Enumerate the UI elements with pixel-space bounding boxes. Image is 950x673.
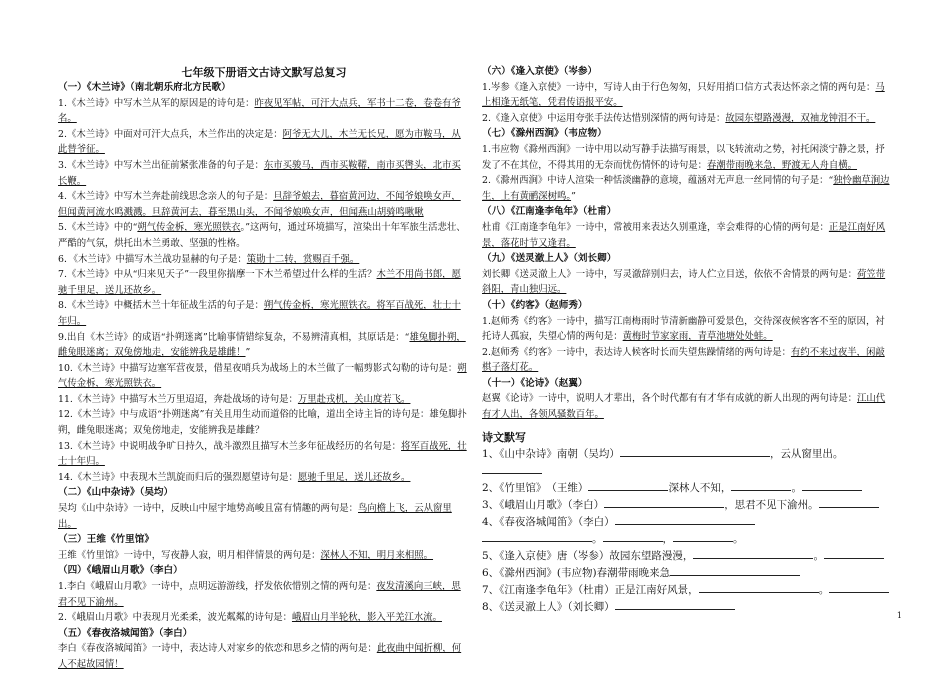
answer-text: 木兰不用尚书郎，愿驰千里足，送儿还故乡。 bbox=[58, 269, 461, 296]
poem-line-text: 《山中杂诗》南朝（吴均） bbox=[499, 447, 620, 460]
question-text: 1.韦应物《滁州西涧》一诗中用以动写静手法描写雨景，以飞转流动之势，衬托闲淡宁静之景，抒发了不在其位，不得其用的无奈而忧伤情怀的诗句是： bbox=[482, 143, 885, 171]
poem-line-text: 。 bbox=[818, 583, 830, 596]
question-text: 12.《木兰诗》中与成语“扑朔迷离”有关且用生动而道俗的比喻，道出全诗主旨的诗句是：雄兔脚扑朔，雌兔眼迷离；双兔傍地走，安能辨我是雄雌？ bbox=[58, 409, 467, 437]
poem-line-text: 《逢入京使》唐（岑参）故园东望路漫漫， bbox=[499, 549, 694, 562]
question-item bbox=[58, 127, 470, 158]
question-item bbox=[58, 439, 470, 470]
question-item bbox=[58, 392, 470, 408]
answer-blank[interactable] bbox=[482, 531, 592, 542]
answer-blank[interactable] bbox=[615, 599, 735, 610]
answer-text: 朔气传金柝，寒光照铁衣。将军百战死，壮士十年归。 bbox=[58, 300, 461, 327]
answer-text: 东市买骏马，西市买鞍鞯，南市买辔头，北市买长鞭。 bbox=[58, 159, 461, 187]
poem-recitation-section bbox=[482, 428, 894, 616]
question-text: 1.岑参《逢入京使》一诗中，写诗人由于行色匆匆，只好用捎口信方式表达怀亲之情的两句是： bbox=[482, 81, 876, 93]
answer-text: 愿驰千里足，送儿还故乡。 bbox=[297, 471, 411, 483]
question-item bbox=[58, 641, 470, 672]
question-item bbox=[58, 267, 470, 298]
question-item bbox=[58, 330, 470, 361]
question-text: 杜甫《江南逢李龟年》一诗中，常被用来表达久别重逢，幸会难得的心情的两句是： bbox=[482, 221, 829, 233]
poem-line bbox=[482, 565, 894, 582]
question-item bbox=[58, 158, 470, 189]
poem-line-text: 。 bbox=[791, 481, 802, 494]
question-text: 2.《木兰诗》中面对可汗大点兵，木兰作出的决定是： bbox=[58, 128, 283, 140]
poem-line-number: 3、 bbox=[482, 498, 500, 511]
poem-line-number: 1、 bbox=[482, 447, 500, 460]
question-text: 王维《竹里馆》一诗中，写夜静人寂，明月相伴情景的两句是： bbox=[58, 549, 321, 561]
question-item bbox=[58, 96, 470, 127]
question-tail: ” bbox=[245, 347, 251, 359]
answer-text: 江山代有才人出，各领风骚数百年。 bbox=[482, 393, 886, 421]
section-heading bbox=[482, 204, 894, 220]
section-heading-text: （九）《送灵澈上人》（刘长卿） bbox=[482, 253, 617, 265]
question-item bbox=[58, 579, 470, 610]
question-item bbox=[58, 220, 470, 251]
answer-text: 阿爷无大儿，木兰无长兄，愿为市鞍马，从此替爷征。 bbox=[58, 128, 461, 156]
poem-line-text: 深林人不知， bbox=[668, 481, 732, 494]
answer-text: 有约不来过夜半，闲敲棋子落灯花。 bbox=[482, 346, 885, 374]
question-text: 9.出自《木兰诗》的成语“扑朔迷离”比喻事情错综复杂，不易辨清真相，其原话是：“ bbox=[58, 331, 410, 343]
poem-line-text: 。 bbox=[592, 532, 603, 545]
answer-text: 将军百战死，壮士十年归。 bbox=[58, 440, 467, 468]
question-item bbox=[58, 470, 470, 486]
poem-line-number: 8、 bbox=[482, 600, 500, 613]
section-heading bbox=[482, 251, 894, 267]
section-heading-text: （十一）《论诗》（赵翼） bbox=[482, 377, 588, 389]
answer-text: 此夜曲中闻折柳，何人不起故园情！ bbox=[58, 643, 462, 670]
poem-line-text: 《江南逢李龟年》（杜甫）正是江南好风景， bbox=[499, 583, 699, 596]
section-heading bbox=[58, 626, 470, 642]
question-text: 6．《木兰诗》中描写木兰战功显赫的句子是： bbox=[58, 253, 247, 265]
answer-blank[interactable] bbox=[699, 582, 819, 593]
answer-blank[interactable] bbox=[824, 548, 884, 559]
answer-text: 深林人不知，明月来相照。 bbox=[320, 549, 434, 561]
answer-text: 荷笠带斜阳，青山独归远。 bbox=[482, 268, 886, 296]
answer-text: 马上相逢无纸笔，凭君传语报平安。 bbox=[482, 81, 885, 109]
question-text: 1.《木兰诗》中写木兰从军的原因是的诗句是： bbox=[58, 97, 255, 109]
question-item bbox=[482, 173, 894, 204]
right-column bbox=[482, 64, 894, 423]
question-item bbox=[58, 548, 470, 564]
question-text: 1.赵师秀《约客》一诗中，描写江南梅雨时节清新幽静可爱景色，交待深夜候客客不至的原因，衬托诗人孤寂，失望心情的两句是： bbox=[482, 315, 885, 343]
poem-line-number: 7、 bbox=[482, 583, 500, 596]
answer-text: 峨眉山月半轮秋，影入平羌江水流。 bbox=[291, 612, 442, 624]
page-number: 1 bbox=[896, 611, 902, 620]
poem-line-text: 。 bbox=[733, 532, 744, 545]
poem-line bbox=[482, 531, 894, 548]
poem-line bbox=[482, 497, 894, 514]
answer-blank[interactable] bbox=[731, 480, 791, 491]
question-text: 5.《木兰诗》中的“ bbox=[58, 222, 138, 234]
question-item bbox=[482, 267, 894, 298]
question-text: 2.《峨眉山月歌》中表现月光柔柔，波光粼粼的诗句是： bbox=[58, 612, 292, 624]
section-heading-text: （八）《江南逢李龟年》（杜甫） bbox=[482, 206, 617, 218]
answer-text: 万里赴戎机，关山度若飞。 bbox=[297, 393, 411, 405]
poem-line-text: 《峨眉山月歌》（李白） bbox=[499, 498, 605, 511]
question-text: 13.《木兰诗》中说明战争旷日持久，战斗激烈且描写木兰多年征战经历的名句是： bbox=[58, 440, 402, 452]
answer-text: 故园东望路漫漫，双袖龙钟泪不干。 bbox=[725, 112, 876, 124]
question-item bbox=[482, 391, 894, 422]
section-heading bbox=[58, 563, 470, 579]
section-heading bbox=[482, 298, 894, 314]
answer-text: 独怜幽草涧边生，上有黄鹂深树鸣。 bbox=[482, 175, 890, 202]
question-item bbox=[58, 501, 470, 532]
answer-blank[interactable] bbox=[829, 582, 889, 593]
poem-line-number: 6、 bbox=[482, 566, 500, 579]
poem-line-text: ， bbox=[662, 532, 673, 545]
question-item bbox=[482, 220, 894, 251]
poem-line-text: 《送灵澈上人》（刘长卿） bbox=[499, 600, 615, 613]
poem-line-text: 。 bbox=[813, 549, 824, 562]
question-text: 8.《木兰诗》中概括木兰十年征战生活的句子是： bbox=[58, 300, 264, 312]
poem-line-text: 《春夜洛城闻笛》（李白） bbox=[499, 515, 615, 528]
poem-line bbox=[482, 599, 894, 616]
question-text: 11.《木兰诗》中描写木兰万里迢迢，奔赴战场的诗句是： bbox=[58, 393, 298, 405]
answer-blank[interactable] bbox=[673, 531, 733, 542]
section-heading bbox=[58, 532, 470, 548]
poem-line-number: 5、 bbox=[482, 549, 500, 562]
answer-blank[interactable] bbox=[620, 446, 770, 457]
section-heading bbox=[58, 485, 470, 501]
question-item bbox=[482, 111, 894, 127]
question-text: 吴均《山中杂诗》一诗中，反映山中屋宇地势高峻且富有情趣的两句是： bbox=[58, 503, 359, 515]
answer-blank[interactable] bbox=[615, 514, 755, 525]
question-text: 4.《木兰诗》中写木兰奔赴前线思念亲人的句子是： bbox=[58, 191, 274, 203]
section-heading-text: （十）《约客》（赵师秀） bbox=[482, 299, 588, 311]
answer-text: 朔气传金柝，寒光照铁衣。 bbox=[58, 362, 467, 390]
question-item bbox=[58, 189, 470, 220]
section-heading-text: （七）《滁州西涧》（韦应物） bbox=[482, 128, 607, 140]
poem-line bbox=[482, 446, 894, 480]
poem-line bbox=[482, 582, 894, 599]
poem-line-number: 2、 bbox=[482, 481, 500, 494]
answer-text: 策勋十二转，赏赐百千强。 bbox=[246, 253, 360, 265]
question-tail: 。”这两句，通过环境描写，渲染出十年军旅生活悲壮、严酷的气氛，烘托出木兰勇敢、坚强的性格。 bbox=[58, 222, 466, 249]
poem-line bbox=[482, 480, 894, 497]
question-item bbox=[482, 345, 894, 376]
answer-text: 正是江南好风景，落花时节又逢君。 bbox=[482, 221, 886, 249]
poem-lines bbox=[482, 446, 894, 616]
section-heading bbox=[482, 126, 894, 142]
poem-line-number: 4、 bbox=[482, 515, 500, 528]
question-text: 3.《木兰诗》中写木兰出征前紧张准备的句子是： bbox=[58, 159, 264, 171]
answer-blank[interactable] bbox=[588, 480, 668, 491]
section-heading-text: （一）《木兰诗》（南北朝乐府北方民歌） bbox=[58, 82, 231, 93]
question-text: 2.《滁州西涧》中诗人渲染一种恬淡幽静的意境，蕴涵对无声息一丝同情的句子是：“ bbox=[482, 175, 834, 187]
section-heading-text: （五）《春夜洛城闻笛》（李白） bbox=[58, 627, 193, 639]
question-text: 刘长卿《送灵澈上人》一诗中，写灵澈辞别归去，诗人伫立目送，依依不舍情景的两句是： bbox=[482, 268, 858, 280]
question-item bbox=[58, 407, 470, 438]
question-text: 7.《木兰诗》中从“归来见天子”一段里你揣摩一下木兰希望过什么样的生活？ bbox=[58, 269, 377, 281]
poem-line-text: ，思君不见下渝州。 bbox=[724, 498, 819, 511]
question-text: 1.李白《峨眉山月歌》一诗中，点明远游游线，抒发依依惜别之情的两句是： bbox=[58, 581, 377, 592]
answer-text: 旦辞爷娘去，暮宿黄河边，不闻爷娘唤女声，但闻黄河流水鸣溅溅。旦辞黄河去，暮至黑山头，不闻爷娘唤女声，但闻燕山胡骑鸣啾啾 bbox=[58, 191, 461, 218]
answer-text: 鸟向檐上飞，云从窗里出。 bbox=[58, 503, 452, 530]
question-text: 2.《逢入京使》中运用夸张手法传达惜别深情的两句诗是： bbox=[482, 112, 726, 124]
question-item bbox=[58, 361, 470, 392]
poem-line-text: 《滁州西涧》(韦应物)春潮带雨晚来急 bbox=[499, 566, 671, 579]
poem-line bbox=[482, 514, 894, 531]
question-item bbox=[482, 142, 894, 173]
answer-blank[interactable] bbox=[819, 497, 879, 508]
question-text: 李白《春夜洛城闻笛》一诗中，表达诗人对家乡的依恋和思乡之情的两句是： bbox=[58, 643, 377, 655]
answer-blank[interactable] bbox=[802, 480, 862, 491]
answer-text: 黄梅时节家家雨，青草池塘处处蛙。 bbox=[622, 331, 773, 343]
answer-text: 雄兔脚扑朔，雌兔眼迷离；双兔傍地走，安能辨我是雄雌！ bbox=[58, 331, 466, 359]
section-heading-text: （三）王维《竹里馆》 bbox=[58, 534, 154, 546]
question-text: 赵翼《论诗》一诗中，说明人才辈出，各个时代都有有才华有成就的新人出现的两句诗是： bbox=[482, 393, 858, 405]
question-text: 14.《木兰诗》中表现木兰凯旋而归后的强烈愿望诗句是： bbox=[58, 471, 298, 483]
section-heading bbox=[58, 80, 470, 96]
page-title: 七年级下册语文古诗文默写总复习 bbox=[181, 66, 347, 79]
question-text: 2.赵师秀《约客》一诗中，表达诗人候客时长而失望焦躁情绪的两句诗是： bbox=[482, 346, 791, 358]
question-item bbox=[58, 298, 470, 329]
section-heading-text: （四）《峨眉山月歌》（李白） bbox=[58, 565, 183, 577]
answer-blank[interactable] bbox=[670, 565, 800, 576]
section-heading-text: （二）《山中杂诗》（吴均） bbox=[58, 487, 174, 499]
poem-line-text: ，云从窗里出。 bbox=[769, 447, 844, 460]
question-item bbox=[58, 252, 470, 268]
section-heading-text: （六）《逢入京使》（岑参） bbox=[482, 66, 598, 77]
section-heading bbox=[482, 64, 894, 80]
question-item bbox=[482, 314, 894, 345]
answer-text: 夜发清溪向三峡，思君不见下渝州。 bbox=[58, 581, 461, 608]
left-column bbox=[58, 80, 470, 673]
poem-line-text: 《竹里馆》 （王维） bbox=[499, 481, 589, 494]
question-item bbox=[58, 610, 470, 626]
question-tail: ” bbox=[571, 190, 576, 202]
question-item bbox=[482, 80, 894, 111]
poem-section-title: 诗文默写 bbox=[482, 431, 526, 444]
poem-line bbox=[482, 548, 894, 565]
section-heading bbox=[482, 376, 894, 392]
answer-text: 春潮带雨晚来急，野渡无人舟自横。 bbox=[707, 159, 858, 171]
answer-blank[interactable] bbox=[693, 548, 813, 559]
answer-blank[interactable] bbox=[482, 463, 542, 474]
question-text: 10.《木兰诗》中描写边塞军营夜景，借星夜哨兵为战场上的木兰做了一幅剪影式勾勒的诗句是： bbox=[58, 362, 458, 374]
answer-text: 昨夜见军帖，可汗大点兵，军书十二卷，卷卷有爷名。 bbox=[58, 97, 461, 125]
answer-blank[interactable] bbox=[604, 497, 724, 508]
answer-text: 朔气传金柝，寒光照铁衣 bbox=[137, 222, 241, 234]
answer-blank[interactable] bbox=[603, 531, 663, 542]
